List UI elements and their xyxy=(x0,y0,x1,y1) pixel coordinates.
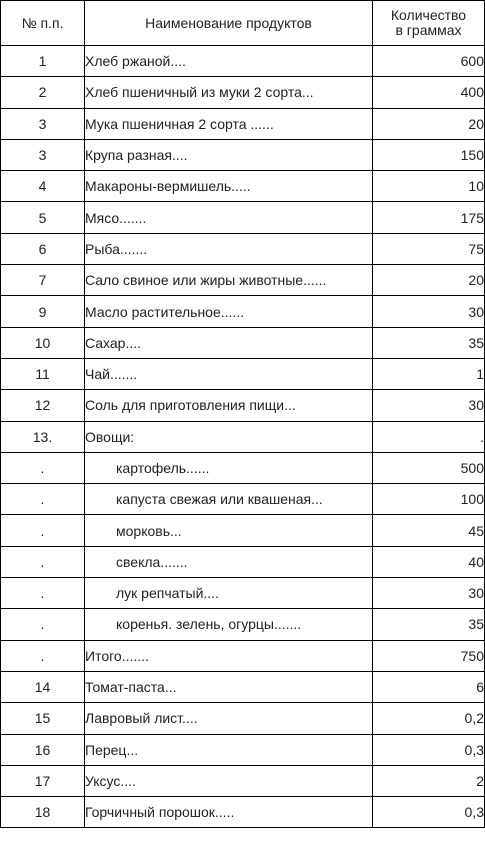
quantity-cell: 175 xyxy=(373,202,485,233)
table-row xyxy=(1,202,485,233)
product-name-cell: капуста свежая или квашеная... xyxy=(85,484,373,515)
product-name-cell: Томат-паста... xyxy=(85,671,373,702)
table-row xyxy=(1,609,485,640)
row-number-cell: . xyxy=(1,452,85,483)
row-number-cell: 2 xyxy=(1,77,85,108)
quantity-cell: 45 xyxy=(373,515,485,546)
table-row xyxy=(1,108,485,139)
quantity-cell: 2 xyxy=(373,765,485,796)
product-name-cell: Мясо....... xyxy=(85,202,373,233)
table-row xyxy=(1,77,485,108)
product-name-cell: Лавровый лист.... xyxy=(85,703,373,734)
product-name-cell: Сало свиное или жиры животные...... xyxy=(85,265,373,296)
row-number-cell: 10 xyxy=(1,327,85,358)
product-name-cell: Горчичный порошок..... xyxy=(85,797,373,828)
quantity-cell: 150 xyxy=(373,139,485,170)
quantity-cell: 30 xyxy=(373,578,485,609)
row-number-cell: 18 xyxy=(1,797,85,828)
quantity-cell: 100 xyxy=(373,484,485,515)
product-name-cell: коренья. зелень, огурцы....... xyxy=(85,609,373,640)
row-number-cell: 3 xyxy=(1,108,85,139)
table-row xyxy=(1,233,485,264)
row-number-cell: 14 xyxy=(1,671,85,702)
row-number-cell: . xyxy=(1,546,85,577)
product-name-cell: Итого....... xyxy=(85,640,373,671)
table-row xyxy=(1,327,485,358)
quantity-header-line1: Количество xyxy=(390,7,467,23)
row-number-cell: 12 xyxy=(1,390,85,421)
table-row xyxy=(1,734,485,765)
quantity-cell: 400 xyxy=(373,77,485,108)
table-row xyxy=(1,265,485,296)
row-number-cell: . xyxy=(1,484,85,515)
product-name-cell: картофель...... xyxy=(85,452,373,483)
table-row xyxy=(1,765,485,796)
table-row xyxy=(1,671,485,702)
quantity-cell: 500 xyxy=(373,452,485,483)
quantity-cell: 0,2 xyxy=(373,703,485,734)
row-number-cell: 13. xyxy=(1,421,85,452)
table-row xyxy=(1,421,485,452)
column-header-number: № п.п. xyxy=(1,1,85,46)
table-header xyxy=(1,1,485,46)
table-row xyxy=(1,703,485,734)
table-row xyxy=(1,452,485,483)
quantity-cell: . xyxy=(373,421,485,452)
product-name-cell: Перец... xyxy=(85,734,373,765)
table-row xyxy=(1,578,485,609)
product-name-cell: морковь... xyxy=(85,515,373,546)
table-row xyxy=(1,640,485,671)
row-number-cell: 3 xyxy=(1,139,85,170)
table-row xyxy=(1,797,485,828)
row-number-cell: . xyxy=(1,609,85,640)
product-name-cell: лук репчатый.... xyxy=(85,578,373,609)
column-header-quantity xyxy=(373,1,485,46)
product-name-cell: Крупа разная.... xyxy=(85,139,373,170)
product-name-cell: Хлеб ржаной.... xyxy=(85,46,373,77)
quantity-cell: 20 xyxy=(373,108,485,139)
product-name-cell: Чай....... xyxy=(85,358,373,389)
table-row xyxy=(1,296,485,327)
table-row xyxy=(1,171,485,202)
row-number-cell: 5 xyxy=(1,202,85,233)
row-number-cell: 1 xyxy=(1,46,85,77)
row-number-cell: 15 xyxy=(1,703,85,734)
product-name-cell: Овощи: xyxy=(85,421,373,452)
quantity-cell: 20 xyxy=(373,265,485,296)
product-name-cell: Уксус.... xyxy=(85,765,373,796)
quantity-cell: 75 xyxy=(373,233,485,264)
product-name-cell: Мука пшеничная 2 сорта ...... xyxy=(85,108,373,139)
quantity-cell: 6 xyxy=(373,671,485,702)
table-row xyxy=(1,390,485,421)
row-number-cell: . xyxy=(1,578,85,609)
row-number-cell: 7 xyxy=(1,265,85,296)
header-row xyxy=(1,1,485,46)
row-number-cell: . xyxy=(1,515,85,546)
quantity-cell: 0,3 xyxy=(373,734,485,765)
quantity-cell: 10 xyxy=(373,171,485,202)
row-number-cell: 9 xyxy=(1,296,85,327)
table-body xyxy=(1,46,485,828)
row-number-cell: 6 xyxy=(1,233,85,264)
table-row xyxy=(1,484,485,515)
quantity-cell: 35 xyxy=(373,609,485,640)
quantity-cell: 30 xyxy=(373,390,485,421)
column-header-product-name: Наименование продуктов xyxy=(85,1,373,46)
quantity-cell: 600 xyxy=(373,46,485,77)
row-number-cell: . xyxy=(1,640,85,671)
row-number-cell: 16 xyxy=(1,734,85,765)
quantity-cell: 30 xyxy=(373,296,485,327)
product-name-cell: Сахар.... xyxy=(85,327,373,358)
product-name-cell: свекла....... xyxy=(85,546,373,577)
table-row xyxy=(1,515,485,546)
product-name-cell: Хлеб пшеничный из муки 2 сорта... xyxy=(85,77,373,108)
quantity-cell: 750 xyxy=(373,640,485,671)
table-row xyxy=(1,358,485,389)
quantity-cell: 1 xyxy=(373,358,485,389)
product-name-cell: Макароны-вермишель..... xyxy=(85,171,373,202)
row-number-cell: 17 xyxy=(1,765,85,796)
table-row xyxy=(1,546,485,577)
quantity-cell: 35 xyxy=(373,327,485,358)
quantity-cell: 0,3 xyxy=(373,797,485,828)
product-name-cell: Рыба....... xyxy=(85,233,373,264)
row-number-cell: 4 xyxy=(1,171,85,202)
table-row xyxy=(1,46,485,77)
table-row xyxy=(1,139,485,170)
row-number-cell: 11 xyxy=(1,358,85,389)
quantity-header-line2: в граммах xyxy=(395,22,462,38)
quantity-cell: 40 xyxy=(373,546,485,577)
product-name-cell: Соль для приготовления пищи... xyxy=(85,390,373,421)
product-name-cell: Масло растительное...... xyxy=(85,296,373,327)
